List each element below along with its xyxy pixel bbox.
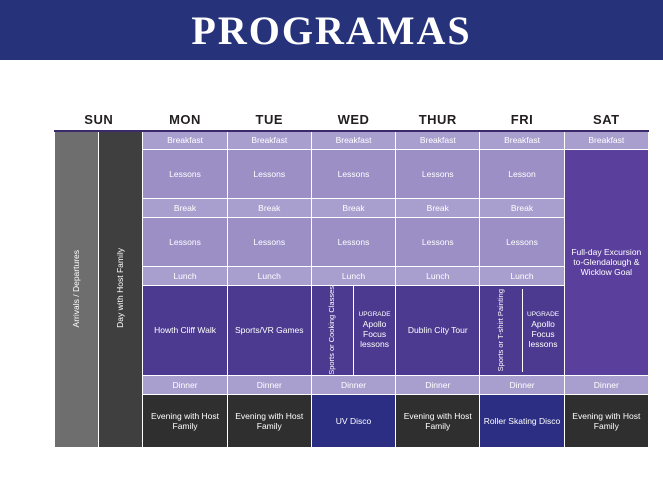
- cell-thur-lessons-late: Lessons: [396, 218, 480, 267]
- cell-sun-arrivals: [55, 131, 99, 447]
- time-label-2000: 20.00: [15, 394, 55, 447]
- cell-mon-lessons-am: Lessons: [143, 150, 227, 199]
- cell-tue-evening: Evening with Host Family: [227, 394, 311, 447]
- page-banner: [0, 0, 663, 60]
- bottom-rule: [55, 447, 649, 454]
- cell-wed-breakfast: Breakfast: [311, 131, 395, 150]
- cell-tue-break: Break: [227, 199, 311, 218]
- cell-mon-break: Break: [143, 199, 227, 218]
- cell-fri-evening: Roller Skating Disco: [480, 394, 564, 447]
- cell-wed-lessons-late: Lessons: [311, 218, 395, 267]
- cell-fri-activity-left: Sports or T-shirt Painting: [495, 289, 505, 372]
- time-label-1130: 11.30: [15, 218, 55, 267]
- table-header-row: [15, 108, 649, 131]
- cell-thur-break: Break: [396, 199, 480, 218]
- cell-tue-dinner: Dinner: [227, 375, 311, 394]
- cell-fri-lunch: Lunch: [480, 267, 564, 286]
- cell-sat-dinner: Dinner: [564, 375, 648, 394]
- bottom-spacer: [15, 447, 55, 454]
- cell-thur-dinner: Dinner: [396, 375, 480, 394]
- day-header-sun: SUN: [55, 108, 143, 131]
- cell-tue-lessons-late: Lessons: [227, 218, 311, 267]
- day-header-fri: FRI: [480, 108, 564, 131]
- day-header-wed: WED: [311, 108, 395, 131]
- day-header-mon: MON: [143, 108, 227, 131]
- cell-mon-evening: Evening with Host Family: [143, 394, 227, 447]
- cell-thur-lunch: Lunch: [396, 267, 480, 286]
- cell-tue-activity: Sports/VR Games: [227, 286, 311, 376]
- cell-wed-activity-left: Sports or Cooking Classes: [327, 286, 337, 375]
- cell-tue-breakfast: Breakfast: [227, 131, 311, 150]
- corner-cell: [15, 108, 55, 131]
- cell-fri-lessons-am: Lesson: [480, 150, 564, 199]
- cell-wed-evening: UV Disco: [311, 394, 395, 447]
- schedule-sheet: [0, 108, 663, 455]
- page-title: PROGRAMAS: [191, 7, 472, 53]
- time-label-1400: 14.00: [15, 286, 55, 376]
- cell-thur-activity: Dublin City Tour: [396, 286, 480, 376]
- cell-fri-breakfast: Breakfast: [480, 131, 564, 150]
- cell-sat-evening: Evening with Host Family: [564, 394, 648, 447]
- cell-mon-lunch: Lunch: [143, 267, 227, 286]
- cell-fri-activity-right: UPGRADE Apollo Focus lessons: [522, 289, 564, 371]
- cell-wed-dinner: Dinner: [311, 375, 395, 394]
- cell-text: Arrivals / Departures: [70, 249, 81, 328]
- cell-mon-activity: Howth Cliff Walk: [143, 286, 227, 376]
- cell-wed-break: Break: [311, 199, 395, 218]
- time-label-0930: 09.30: [15, 150, 55, 199]
- cell-wed-lunch: Lunch: [311, 267, 395, 286]
- cell-fri-dinner: Dinner: [480, 375, 564, 394]
- time-label-1300: 13.00: [15, 267, 55, 286]
- cell-sat-excursion: Full-day Excursion to-Glendalough & Wicklow Goal: [564, 150, 648, 376]
- cell-tue-lessons-am: Lessons: [227, 150, 311, 199]
- day-header-tue: TUE: [227, 108, 311, 131]
- table-row-bottom-rule: [15, 447, 649, 454]
- cell-wed-activity-right: UPGRADE Apollo Focus lessons: [353, 286, 395, 375]
- table-row-breakfast: [15, 131, 649, 150]
- cell-mon-lessons-late: Lessons: [143, 218, 227, 267]
- cell-sat-breakfast: Breakfast: [564, 131, 648, 150]
- cell-wed-lessons-am: Lessons: [311, 150, 395, 199]
- cell-text: Day with Host Family: [114, 248, 125, 329]
- day-header-sat: SAT: [564, 108, 648, 131]
- time-label-1830: 18.30: [15, 375, 55, 394]
- cell-sun-host-family: [99, 131, 143, 447]
- time-label-0800: 08.00: [15, 131, 55, 150]
- cell-fri-break: Break: [480, 199, 564, 218]
- schedule-table: [14, 108, 649, 455]
- day-header-thur: THUR: [396, 108, 480, 131]
- cell-thur-breakfast: Breakfast: [396, 131, 480, 150]
- cell-mon-breakfast: Breakfast: [143, 131, 227, 150]
- cell-mon-dinner: Dinner: [143, 375, 227, 394]
- cell-thur-evening: Evening with Host Family: [396, 394, 480, 447]
- cell-fri-activity: [480, 286, 564, 376]
- cell-thur-lessons-am: Lessons: [396, 150, 480, 199]
- cell-fri-lessons-late: Lessons: [480, 218, 564, 267]
- time-label-1100: 11.00: [15, 199, 55, 218]
- cell-wed-activity: [311, 286, 395, 376]
- cell-tue-lunch: Lunch: [227, 267, 311, 286]
